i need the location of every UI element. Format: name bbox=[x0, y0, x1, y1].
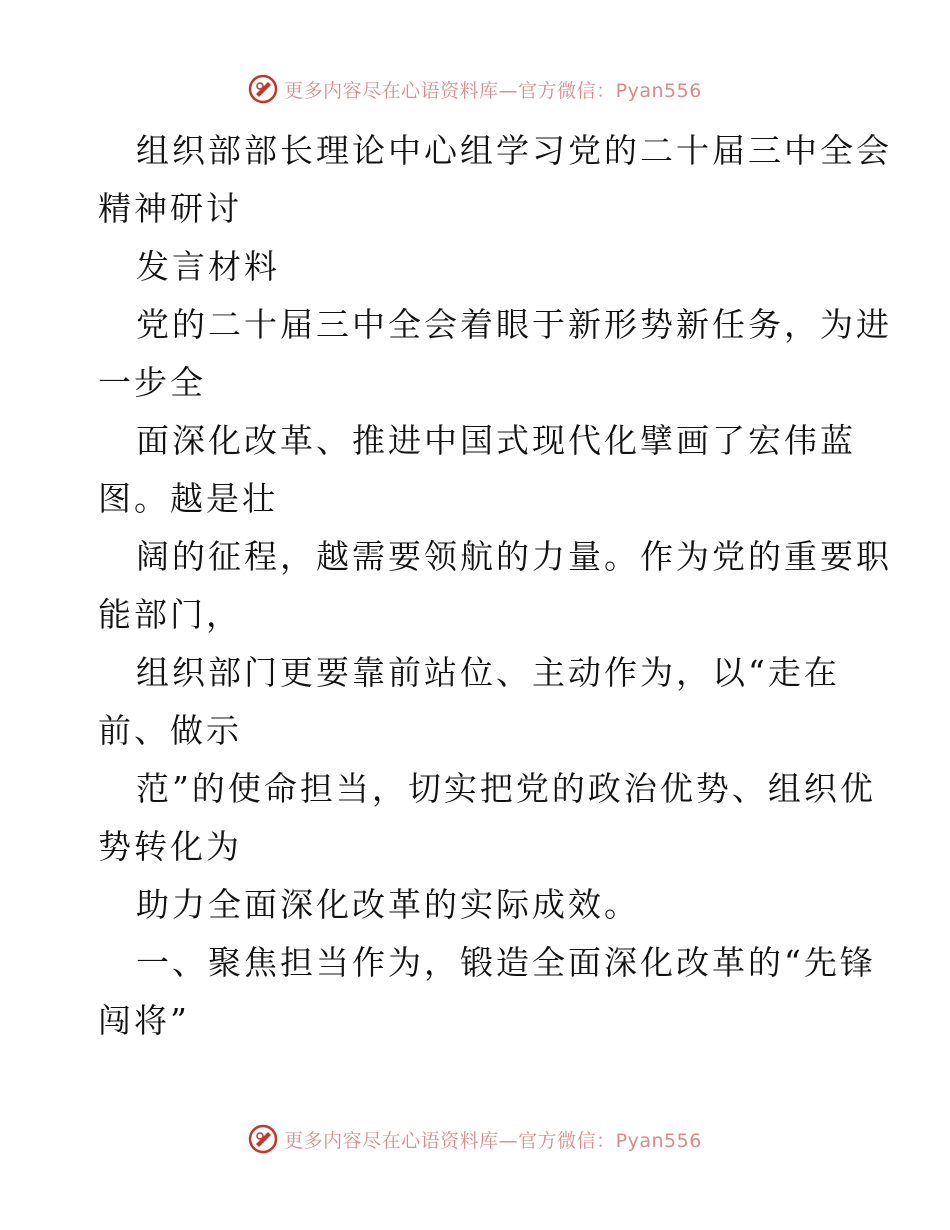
paragraph-line: 范”的使命担当，切实把党的政治优势、组织优 bbox=[136, 769, 876, 808]
paragraph-line: 能部门， bbox=[98, 595, 242, 634]
paragraph-line: 助力全面深化改革的实际成效。 bbox=[136, 885, 640, 924]
logo-icon bbox=[248, 74, 278, 104]
paragraph-line: 党的二十届三中全会着眼于新形势新任务，为进 bbox=[136, 305, 892, 344]
header-banner-text: 更多内容尽在心语资料库—官方微信：Pyan556 bbox=[284, 79, 702, 102]
title-line-2: 精神研讨 bbox=[98, 189, 242, 228]
title-line-1: 组织部部长理论中心组学习党的二十届三中全会 bbox=[136, 131, 892, 170]
paragraph-line: 前、做示 bbox=[98, 711, 242, 750]
footer-banner-text: 更多内容尽在心语资料库—官方微信：Pyan556 bbox=[284, 1129, 702, 1152]
paragraph-line: 势转化为 bbox=[98, 827, 242, 866]
paragraph-line: 面深化改革、推进中国式现代化擘画了宏伟蓝 bbox=[136, 421, 856, 460]
document-body bbox=[98, 122, 892, 1050]
title-line-3: 发言材料 bbox=[136, 247, 280, 286]
footer-banner bbox=[0, 1122, 950, 1156]
paragraph-line: 图。越是壮 bbox=[98, 479, 278, 518]
logo-icon bbox=[248, 1124, 278, 1154]
section-heading-line: 一、聚焦担当作为，锻造全面深化改革的“先锋 bbox=[136, 943, 876, 982]
header-banner bbox=[0, 72, 950, 106]
section-heading-line: 闯将” bbox=[98, 1001, 190, 1040]
paragraph-line: 组织部门更要靠前站位、主动作为，以“走在 bbox=[136, 653, 840, 692]
paragraph-line: 一步全 bbox=[98, 363, 206, 402]
paragraph-line: 阔的征程，越需要领航的力量。作为党的重要职 bbox=[136, 537, 892, 576]
